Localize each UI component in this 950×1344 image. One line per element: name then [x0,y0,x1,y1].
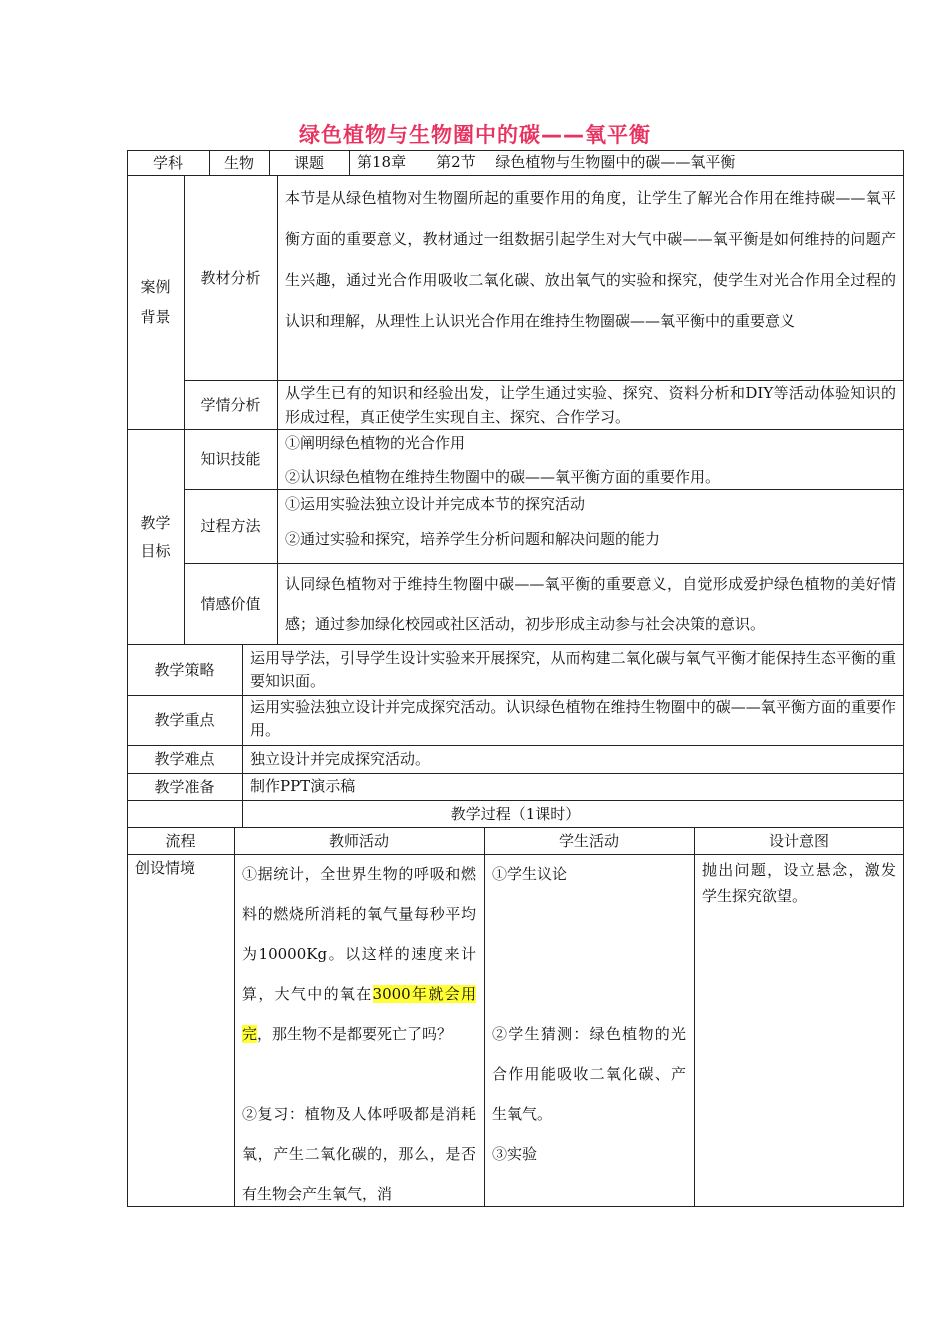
col-flow: 流程 [165,831,196,850]
rule [184,489,904,490]
focus-text: 运用实验法独立设计并完成探究活动。认识绿色植物在维持生物圈中的碳——氧平衡方面的重要作用。 [250,698,896,739]
preparation-text: 制作PPT演示稿 [250,777,356,795]
lesson-plan-table [127,150,904,1207]
teacher-activity [234,854,484,1054]
student-item-3: ③实验 [492,1145,538,1163]
knowledge-item-1: ①阐明绿色植物的光合作用 [285,434,466,452]
material-label: 教材分析 [200,268,261,287]
learner-label: 学情分析 [200,395,261,414]
document-title: 绿色植物与生物圈中的碳——氧平衡 [299,123,651,147]
focus-label: 教学重点 [154,711,215,729]
process-label: 过程方法 [200,517,261,535]
highlighted-phrase: 3000年就会用完 [242,985,476,1043]
col-teacher: 教师活动 [328,831,389,850]
background-label: 案例背景 [140,278,171,326]
topic-value: 第18章 第2节 绿色植物与生物圈中的碳——氧平衡 [357,153,736,171]
process-item-1: ①运用实验法独立设计并完成本节的探究活动 [285,495,586,513]
teacher-text-b: ，那生物不是都要死亡了吗？ [257,1025,453,1043]
student-item-2: ②学生猜测：绿色植物的光合作用能吸收二氧化碳、产生氧气。 [492,1025,686,1123]
flow-step: 创设情境 [135,859,196,877]
difficulty-text: 独立设计并完成探究活动。 [250,750,431,768]
objectives-label: 教学目标 [140,513,171,560]
topic-label: 课题 [293,153,324,172]
knowledge-item-2: ②认识绿色植物在维持生物圈中的碳——氧平衡方面的重要作用。 [285,468,721,486]
preparation-label: 教学准备 [154,777,215,796]
process-heading: 教学过程（1课时） [450,804,581,823]
teacher-review: ②复习：植物及人体呼吸都是消耗氧，产生二氧化碳的，那么，是否有生物会产生氧气，消 [242,1105,476,1203]
student-item-1: ①学生议论 [492,865,568,883]
learner-text: 从学生已有的知识和经验出发，让学生通过实验、探究、资料分析和DIY等活动体验知识的形成过程，真正使学生实现自主、探究、合作学习。 [285,384,896,426]
material-text: 本节是从绿色植物对生物圈所起的重要作用的角度，让学生了解光合作用在维持碳——氧平衡方面的重要意义，教材通过一组数据引起学生对大气中碳——氧平衡是如何维持的问题产生兴趣，通过光合作用吸收二氧化碳、放出氧气的实验和探究，使学生对光合作用全过程的认识和理解，从理性上认识光合作用在维持生物圈碳——氧平衡中的重要意义 [285,189,896,330]
subject-value: 生物 [223,153,254,172]
emotion-label: 情感价值 [200,594,261,613]
strategy-label: 教学策略 [154,660,215,679]
col-intent: 设计意图 [768,831,829,850]
rule [127,644,904,645]
strategy-text: 运用导学法，引导学生设计实验来开展探究，从而构建二氧化碳与氧气平衡才能保持生态平衡的重要知识面。 [250,649,896,690]
difficulty-label: 教学难点 [154,750,215,768]
col-student: 学生活动 [558,831,619,850]
emotion-text: 认同绿色植物对于维持生物圈中碳——氧平衡的重要意义，自觉形成爱护绿色植物的美好情感；通过参加绿化校园或社区活动，初步形成主动参与社会决策的意识。 [285,575,896,633]
process-item-2: ②通过实验和探究，培养学生分析问题和解决问题的能力 [285,530,661,548]
teacher-text-a: ①据统计，全世界生物的呼吸和燃料的燃烧所消耗的氧气量每秒平均为10000Kg。以这样的速度来计算，大气中的氧在 [242,865,476,1003]
design-intent: 抛出问题，设立悬念，激发学生探究欲望。 [702,861,896,905]
knowledge-label: 知识技能 [200,450,261,468]
subject-label: 学科 [152,153,183,172]
